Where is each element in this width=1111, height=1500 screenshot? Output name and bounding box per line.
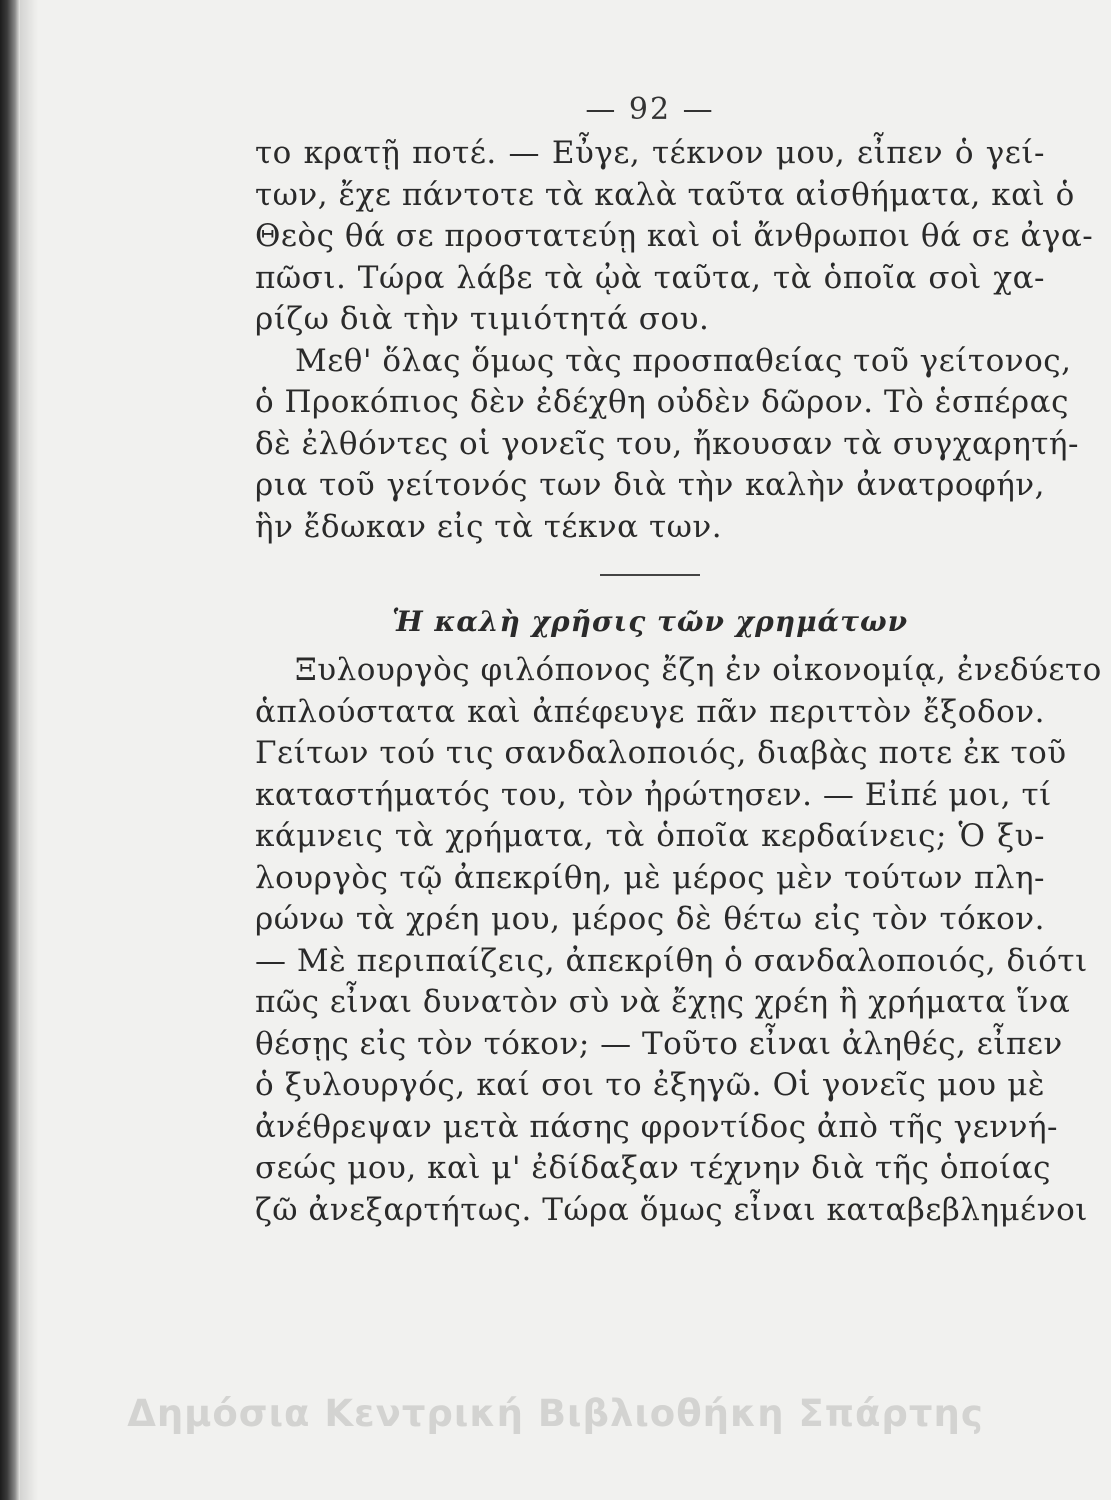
text-line: Θεὸς θά σε προστατεύῃ καὶ οἱ ἄνθρωποι θά σε ἀγα-: [255, 218, 1094, 254]
text-line: ἣν ἔδωκαν εἰς τὰ τέκνα των.: [255, 508, 723, 545]
scan-binding-edge: [0, 0, 20, 1500]
text-line: ἁπλούστατα καὶ ἀπέφευγε πᾶν περιττὸν ἔξοδον.: [255, 693, 1045, 730]
text-line: θέσῃς εἰς τὸν τόκον; — Τοῦτο εἶναι ἀληθές, εἶπεν: [255, 1025, 1063, 1062]
text-line: πῶς εἶναι δυνατὸν σὺ νὰ ἔχῃς χρέη ἢ χρήματα ἵνα: [255, 984, 1071, 1020]
text-line: πῶσι. Τώρα λάβε τὰ ᾠὰ ταῦτα, τὰ ὁποῖα σοὶ χα-: [255, 259, 1045, 296]
text-line: ἀνέθρεψαν μετὰ πάσης φροντίδος ἀπὸ τῆς γεννή-: [255, 1108, 1059, 1145]
text-line: λουργὸς τῷ ἀπεκρίθη, μὲ μέρος μὲν τούτων πλη-: [255, 859, 1045, 896]
text-line: Γείτων τού τις σανδαλοποιός, διαβὰς ποτε ἐκ τοῦ: [255, 735, 1067, 771]
section-divider: [600, 574, 700, 576]
text-line: κάμνεις τὰ χρήματα, τὰ ὁποῖα κερδαίνεις; Ὁ ξυ-: [255, 818, 1045, 854]
text-line: ὁ ξυλουργός, καί σοι το ἐξηγῶ. Οἱ γονεῖς μου μὲ: [255, 1067, 1045, 1103]
text-line: Ξυλουργὸς φιλόπονος ἔζη ἐν οἰκονομίᾳ, ἐνεδύετο: [295, 652, 1102, 688]
text-line: σεώς μου, καὶ μ' ἐδίδαξαν τέχνην διὰ τῆς ὁποίας: [255, 1150, 1051, 1186]
book-page: [255, 92, 1102, 1231]
text-line: των, ἔχε πάντοτε τὰ καλὰ ταῦτα αἰσθήματα, καὶ ὁ: [255, 176, 1075, 213]
text-line: δὲ ἐλθόντες οἱ γονεῖς του, ἤκουσαν τὰ συγχαρητή-: [255, 425, 1079, 462]
text-line: ζῶ ἀνεξαρτήτως. Τώρα ὅμως εἶναι καταβεβλημένοι: [255, 1191, 1088, 1228]
text-line: Μεθ' ὅλας ὅμως τὰς προσπαθείας τοῦ γείτονος,: [295, 342, 1072, 379]
page-number: — 92 —: [585, 92, 715, 127]
scan-binding-shadow: [20, 0, 38, 1500]
text-line: καταστήματός του, τὸν ἠρώτησεν. — Εἰπέ μοι, τί: [255, 776, 1052, 813]
paragraph-1: [255, 133, 1094, 341]
text-line: ρώνω τὰ χρέη μου, μέρος δὲ θέτω εἰς τὸν τόκον.: [255, 901, 1045, 937]
text-line: ρίζω διὰ τὴν τιμιότητά σου.: [255, 301, 710, 337]
library-watermark: Δημόσια Κεντρική Βιβλιοθήκη Σπάρτης: [127, 1392, 984, 1435]
section-title: Ἡ καλὴ χρῆσις τῶν χρημάτων: [391, 605, 909, 638]
paragraph-3: [255, 650, 1102, 1231]
text-line: ὁ Προκόπιος δὲν ἐδέχθη οὐδὲν δῶρον. Τὸ ἑσπέρας: [255, 384, 1069, 420]
paragraph-2: [255, 341, 1079, 549]
text-line: ρια τοῦ γείτονός των διὰ τὴν καλὴν ἀνατροφήν,: [255, 467, 1045, 503]
text-line: — Μὲ περιπαίζεις, ἀπεκρίθη ὁ σανδαλοποιός, διότι: [255, 942, 1088, 979]
text-line: το κρατῇ ποτέ. — Εὖγε, τέκνον μου, εἶπεν ὁ γεί-: [255, 135, 1045, 171]
